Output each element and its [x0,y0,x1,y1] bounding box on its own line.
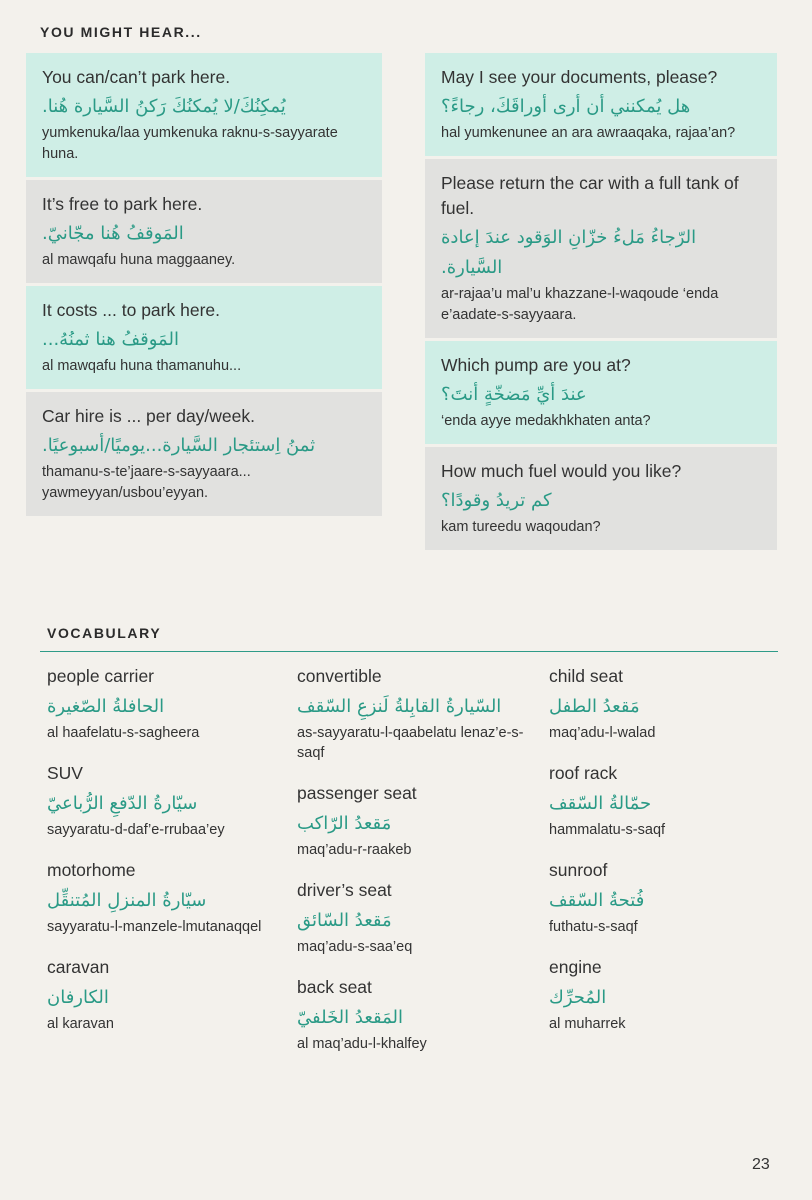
vocab-transliteration: futhatu-s-saqf [549,919,638,935]
phrase-transliteration: kam tureedu waqoudan? [441,519,601,535]
vocab-english: caravan [47,957,110,977]
phrase-box [26,392,382,516]
vocab-english: child seat [549,666,623,686]
vocab-item [47,761,279,840]
phrase-arabic: الرّجاءُ مَلءُ خزّانِ الوَقود عندَ إعادة السَّيارة. [441,227,697,278]
vocab-arabic: المَقعدُ الخَلفيّ [297,1007,404,1028]
phrase-box [26,180,382,283]
vocab-arabic: حمّالةُ السّقف [549,793,652,814]
vocabulary-divider [40,651,778,652]
phrase-english: You can/can’t park here. [42,67,231,87]
vocab-transliteration: al haafelatu-s-sagheera [47,725,200,741]
phrase-transliteration: ‘enda ayye medakhkhaten anta? [441,413,651,429]
vocab-item [47,955,279,1034]
vocab-item [297,878,529,957]
vocab-english: roof rack [549,763,618,783]
vocab-transliteration: sayyaratu-l-manzele-lmutanaqqel [47,919,262,935]
you-might-hear-right-column [425,53,777,550]
phrase-transliteration: yumkenuka/laa yumkenuka raknu-s-sayyarate huna. [42,125,338,162]
vocab-transliteration: al karavan [47,1016,114,1032]
phrase-box [425,447,777,550]
vocabulary-heading: VOCABULARY [47,625,162,641]
vocab-item [549,664,781,743]
phrase-box [425,159,777,338]
vocab-arabic: الكارفان [47,987,109,1008]
vocab-arabic: السّيارةُ القابِلةُ لَنزعِ السّقف [297,696,502,717]
you-might-hear-heading: YOU MIGHT HEAR... [40,24,202,40]
vocab-arabic: مَقعدُ الطفل [549,696,640,717]
vocab-arabic: سيّارةُ المنزلِ المُتنقِّل [47,890,207,911]
phrase-transliteration: al mawqafu huna maggaaney. [42,252,236,268]
vocab-arabic: مَقعدُ الرّاكب [297,813,392,834]
vocab-transliteration: al muharrek [549,1016,626,1032]
vocab-arabic: سيّارةُ الدّفعِ الرُّباعيّ [47,793,198,814]
phrase-box [26,53,382,177]
vocab-english: engine [549,957,602,977]
vocab-english: people carrier [47,666,154,686]
vocab-english: convertible [297,666,382,686]
vocab-transliteration: sayyaratu-d-daf’e-rrubaa’ey [47,822,225,838]
phrase-arabic: هل يُمكنني أن أرى أوراقَكَ، رجاءً؟ [441,96,691,117]
phrase-english: Car hire is ... per day/week. [42,406,255,426]
you-might-hear-left-column [26,53,382,516]
vocab-item [47,664,279,743]
phrase-box [425,341,777,444]
vocab-item [297,781,529,860]
phrase-english: Which pump are you at? [441,355,631,375]
phrase-transliteration: hal yumkenunee an ara awraaqaka, rajaa’an? [441,125,736,141]
phrase-english: How much fuel would you like? [441,461,682,481]
phrase-english: Please return the car with a full tank of fuel. [441,173,739,218]
phrase-arabic: يُمكِنُكَ/لا يُمكنُكَ رَكنُ السَّيارة هُنا. [42,96,286,117]
phrase-transliteration: al mawqafu huna thamanuhu... [42,358,242,374]
phrase-english: May I see your documents, please? [441,67,718,87]
vocab-english: back seat [297,977,372,997]
vocab-transliteration: al maq’adu-l-khalfey [297,1036,427,1052]
vocab-english: driver’s seat [297,880,392,900]
vocab-item [297,664,529,763]
vocabulary-column-3 [549,664,781,1052]
vocabulary-column-2 [297,664,529,1072]
phrase-english: It’s free to park here. [42,194,203,214]
phrase-arabic: المَوقفُ هنا ثمنُهُ... [42,329,179,350]
vocab-arabic: الحافلةُ الصّغيرة [47,696,165,717]
vocab-transliteration: maq’adu-s-saa’eq [297,939,413,955]
phrase-arabic: المَوقفُ هُنا مجّانيّ. [42,223,184,244]
phrase-transliteration: thamanu-s-te’jaare-s-sayyaara... yawmeyyan/usbou’eyyan. [42,464,251,501]
vocab-item [549,858,781,937]
phrase-box [425,53,777,156]
vocab-arabic: مَقعدُ السّائق [297,910,392,931]
phrase-transliteration: ar-rajaa’u mal’u khazzane-l-waqoude ‘enda e’aadate-s-sayyaara. [441,286,719,323]
vocab-transliteration: maq’adu-r-raakeb [297,842,412,858]
vocab-english: motorhome [47,860,136,880]
vocab-english: sunroof [549,860,608,880]
page-number: 23 [752,1156,770,1173]
vocab-item [297,975,529,1054]
vocab-item [47,858,279,937]
vocab-item [549,955,781,1034]
vocab-transliteration: hammalatu-s-saqf [549,822,666,838]
vocab-transliteration: maq’adu-l-walad [549,725,656,741]
phrase-arabic: ثمنُ اِستئجار السَّيارة...يوميًا/أسبوعيًا. [42,435,316,456]
vocab-english: SUV [47,763,83,783]
vocab-arabic: فُتحةُ السّقف [549,890,645,911]
vocab-item [549,761,781,840]
vocab-english: passenger seat [297,783,417,803]
phrase-arabic: عندَ أيِّ مَضخّةٍ أنتَ؟ [441,384,587,405]
phrase-arabic: كم تريدُ وقودًا؟ [441,490,552,511]
vocab-transliteration: as-sayyaratu-l-qaabelatu lenaz’e-s-saqf [297,725,524,761]
phrase-box [26,286,382,389]
phrase-english: It costs ... to park here. [42,300,220,320]
vocabulary-column-1 [47,664,279,1052]
vocab-arabic: المُحرِّك [549,987,607,1008]
